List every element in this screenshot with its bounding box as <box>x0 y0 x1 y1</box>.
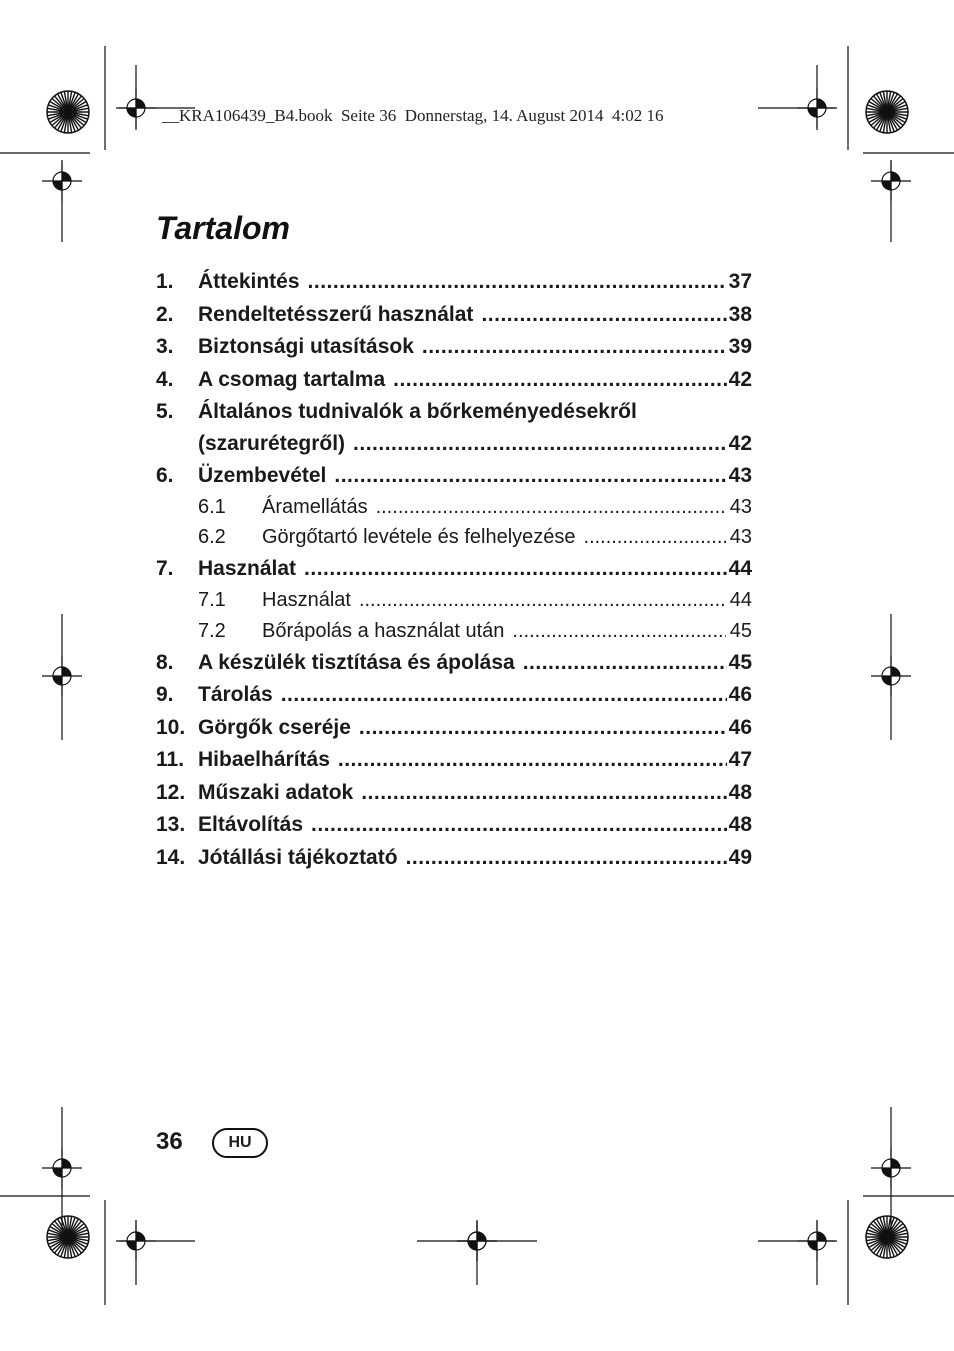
toc-page-number: 42 <box>728 432 752 455</box>
toc-dot-leader <box>353 432 727 456</box>
toc-entry-number: 8. <box>156 650 174 674</box>
toc-page-number: 44 <box>728 557 752 581</box>
toc-entry-title: Tárolás <box>198 683 273 707</box>
toc-entry-title: Üzembevétel <box>198 463 327 487</box>
toc-entry-number: 7.1 <box>198 589 226 612</box>
toc-entry[interactable] <box>156 266 752 299</box>
toc-page-number: 38 <box>728 302 752 326</box>
toc-entry[interactable] <box>156 777 752 810</box>
toc-page-number: 37 <box>728 270 752 294</box>
toc-entry-title: A csomag tartalma <box>198 367 386 391</box>
toc-page-number: 48 <box>728 780 752 804</box>
toc-entry[interactable] <box>156 364 752 397</box>
toc-entry-number: 1. <box>156 270 174 294</box>
table-of-contents <box>156 266 752 874</box>
toc-dot-leader <box>406 846 727 870</box>
toc-subentry[interactable] <box>156 586 752 617</box>
toc-dot-leader <box>512 620 725 643</box>
toc-entry[interactable] <box>156 809 752 842</box>
toc-entry-title: Áramellátás <box>262 495 368 518</box>
toc-entry[interactable] <box>156 331 752 364</box>
toc-page-number: 47 <box>728 748 752 772</box>
toc-dot-leader <box>308 270 727 294</box>
toc-page-number: 44 <box>729 589 752 612</box>
toc-entry-title: Bőrápolás a használat után <box>262 619 505 642</box>
toc-subentry[interactable] <box>156 523 752 554</box>
toc-entry-number: 6.1 <box>198 495 226 518</box>
toc-entry-number: 7. <box>156 557 174 581</box>
toc-entry-title: Görgőtartó levétele és felhelyezése <box>262 526 576 549</box>
toc-entry[interactable] <box>156 429 752 460</box>
page-number: 36 <box>156 1128 183 1155</box>
toc-page-number: 46 <box>728 683 752 707</box>
toc-dot-leader <box>376 496 726 519</box>
toc-dot-leader <box>584 526 726 549</box>
toc-dot-leader <box>481 303 726 327</box>
toc-dot-leader <box>338 748 727 772</box>
toc-entry-title: A készülék tisztítása és ápolása <box>198 650 515 674</box>
toc-entry-title: Használat <box>198 557 297 581</box>
toc-page-number: 43 <box>729 495 752 518</box>
toc-entry[interactable] <box>156 299 752 332</box>
toc-entry-title: Áttekintés <box>198 270 300 294</box>
toc-entry-number: 12. <box>156 780 186 804</box>
toc-entry-title: Hibaelhárítás <box>198 748 330 772</box>
toc-entry-number: 6.2 <box>198 526 226 549</box>
toc-entry-title: Eltávolítás <box>198 813 304 837</box>
toc-entry-title: Használat <box>262 589 351 612</box>
language-badge: HU <box>212 1128 268 1158</box>
toc-entry[interactable] <box>156 396 752 429</box>
page-title: Tartalom <box>156 210 290 246</box>
toc-page-number: 45 <box>728 650 752 674</box>
toc-page-number: 39 <box>728 335 752 359</box>
toc-entry-number: 6. <box>156 463 174 487</box>
toc-entry-number: 4. <box>156 367 174 391</box>
toc-entry[interactable] <box>156 460 752 493</box>
toc-page-number: 49 <box>728 845 752 869</box>
toc-entry-number: 3. <box>156 335 174 359</box>
toc-page-number: 43 <box>729 526 752 549</box>
toc-entry-number: 10. <box>156 715 186 739</box>
toc-page-number: 45 <box>729 619 752 642</box>
toc-entry-number: 5. <box>156 400 174 424</box>
toc-entry-title: Rendeltetésszerű használat <box>198 302 474 326</box>
toc-subentry[interactable] <box>156 492 752 523</box>
toc-dot-leader <box>359 589 726 612</box>
toc-entry[interactable] <box>156 712 752 745</box>
toc-dot-leader <box>281 683 727 707</box>
toc-entry[interactable] <box>156 744 752 777</box>
toc-dot-leader <box>523 651 727 675</box>
toc-dot-leader <box>422 335 727 359</box>
toc-dot-leader <box>304 557 727 581</box>
toc-entry[interactable] <box>156 553 752 586</box>
toc-dot-leader <box>393 368 727 392</box>
toc-dot-leader <box>311 813 727 837</box>
toc-entry-title: Általános tudnivalók a bőrkeményedésekről <box>198 400 637 424</box>
toc-entry-number: 9. <box>156 683 174 707</box>
toc-page-number: 42 <box>728 367 752 391</box>
toc-entry-title: (szarurétegről) <box>198 432 346 455</box>
toc-page-number: 48 <box>728 813 752 837</box>
toc-subentry[interactable] <box>156 616 752 647</box>
toc-page-number: 46 <box>728 715 752 739</box>
print-header-file-line: __KRA106439_B4.book Seite 36 Donnerstag, 14. August 2014 4:02 16 <box>162 106 664 125</box>
toc-entry-title: Biztonsági utasítások <box>198 335 414 359</box>
toc-entry-number: 7.2 <box>198 619 226 642</box>
toc-entry-title: Görgők cseréje <box>198 715 351 739</box>
toc-dot-leader <box>334 464 726 488</box>
toc-entry-number: 2. <box>156 302 174 326</box>
toc-entry-number: 13. <box>156 813 186 837</box>
toc-entry[interactable] <box>156 647 752 680</box>
toc-entry-title: Jótállási tájékoztató <box>198 845 398 869</box>
toc-entry-number: 11. <box>156 748 185 772</box>
toc-entry-number: 14. <box>156 845 186 869</box>
toc-entry-title: Műszaki adatok <box>198 780 354 804</box>
toc-dot-leader <box>361 781 726 805</box>
toc-entry[interactable] <box>156 679 752 712</box>
toc-dot-leader <box>359 716 727 740</box>
toc-page-number: 43 <box>728 463 752 487</box>
toc-entry[interactable] <box>156 842 752 875</box>
